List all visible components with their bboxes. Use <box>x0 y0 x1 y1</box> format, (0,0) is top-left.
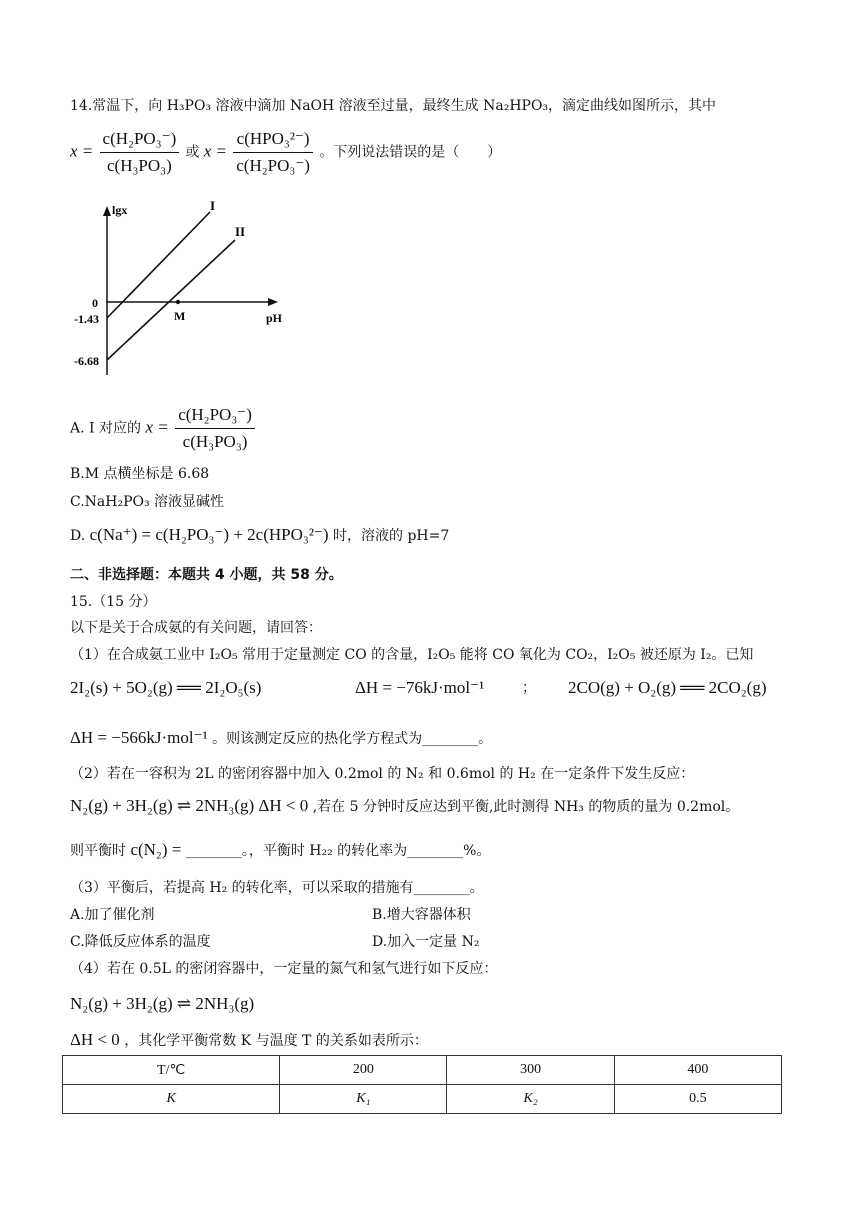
q15-part3-option-A: A.加了催化剂 <box>70 907 155 923</box>
line-II-label: II <box>235 224 246 239</box>
q15-part3-option-B: B.增大容器体积 <box>372 907 471 923</box>
origin-label: 0 <box>92 296 98 310</box>
q15-part3-option-C: C.降低反应体系的温度 <box>70 934 211 950</box>
q15-part3: （3）平衡后，若提高 H₂ 的转化率，可以采取的措施有________。 <box>70 880 484 896</box>
option-D: D. c(Na⁺) = c(H₂PO₃⁻) + 2c(HPO₃²⁻) 时，溶液的 pH=7 <box>70 525 450 544</box>
line-I-label: I <box>210 200 216 213</box>
q15-part2-question: 则平衡时 c(N₂) = ________。，平衡时 H₂₂ 的转化率为________%。 <box>70 840 491 859</box>
q14-stem: 14.常温下，向 H₃PO₃ 溶液中滴加 NaOH 溶液至过量，最终生成 Na₂HPO₃，滴定曲线如图所示，其中 <box>70 98 717 114</box>
x-equals: x = <box>70 141 94 161</box>
table-row <box>63 1056 782 1085</box>
option-A: A. I 对应的 x = $\frac{\text{c(H₂PO₃⁻)}}{\text{c(H₃PO₃)}}$ <box>70 404 257 453</box>
separator: ； <box>522 680 536 696</box>
option-A-fraction: $\frac{\text{c(H₂PO₃⁻)}}{\text{c(H₃PO₃)}}$ <box>175 404 255 453</box>
table-cell: 400 <box>614 1056 781 1085</box>
line-II <box>107 240 235 360</box>
x-fraction-a: $\frac{\text{c(H₂PO₃⁻)}}{\text{c(H₃PO₃)}}$ <box>100 128 180 177</box>
option-C: C.NaH₂PO₃ 溶液显碱性 <box>70 494 225 510</box>
table-row <box>63 1085 782 1114</box>
q15-part2-equation: N₂(g) + 3H₂(g) ⇌ 2NH₃(g) ΔH < 0 ,若在 5 分钟时反应达到平衡,此时测得 NH₃ 的物质的量为 0.2mol。 <box>70 796 740 815</box>
reaction-1: 2I₂(s) + 5O₂(g) ══ 2I₂O₅(s) <box>70 678 262 697</box>
stem-end: 。下列说法错误的是（ ） <box>319 144 502 161</box>
delta-h-2: ΔH = −566kJ·mol⁻¹ <box>70 728 208 747</box>
x-axis-label: pH <box>266 311 283 325</box>
q15-part4-text: （4）若在 0.5L 的密闭容器中，一定量的氮气和氢气进行如下反应： <box>70 961 498 977</box>
delta-h-1: ΔH = −76kJ·mol⁻¹ <box>355 678 485 697</box>
q15-part3-option-D: D.加入一定量 N₂ <box>372 934 480 950</box>
table-cell: K₂ <box>447 1085 614 1114</box>
table-cell: T/℃ <box>63 1056 280 1085</box>
table-cell: 200 <box>280 1056 447 1085</box>
q14-x-definition <box>70 128 501 177</box>
table-cell: K₁ <box>280 1085 447 1114</box>
section-heading: 二、非选择题：本题共 4 小题，共 58 分。 <box>70 567 343 583</box>
q15-part4-tail: ΔH < 0 ，其化学平衡常数 K 与温度 T 的关系如表所示： <box>70 1030 428 1049</box>
q15-part2-text: （2）若在一容积为 2L 的密闭容器中加入 0.2mol 的 N₂ 和 0.6mol 的 H₂ 在一定条件下发生反应： <box>70 766 695 782</box>
q15-header: 15.（15 分） <box>70 594 157 610</box>
table-cell: 0.5 <box>614 1085 781 1114</box>
reaction-3: N₂(g) + 3H₂(g) ⇌ 2NH₃(g) ΔH < 0 <box>70 796 309 815</box>
y-axis-arrow <box>103 206 111 216</box>
x-fraction-b: $\frac{\text{c(HPO₃²⁻)}}{\text{c(H₂PO₃⁻)}}$ <box>233 128 313 177</box>
q15-part1-tail: ΔH = −566kJ·mol⁻¹ 。则该测定反应的热化学方程式为________。 <box>70 728 493 747</box>
table-cell: 300 <box>447 1056 614 1085</box>
or-text: 或 <box>185 144 200 161</box>
point-M-marker <box>176 300 180 304</box>
point-M-label: M <box>174 309 186 323</box>
table-cell: K <box>63 1085 280 1114</box>
q15-intro: 以下是关于合成氨的有关问题，请回答： <box>70 620 322 636</box>
option-B: B.M 点横坐标是 6.68 <box>70 466 210 482</box>
x-equals-2: x = <box>203 141 228 161</box>
option-D-equation: c(Na⁺) = c(H₂PO₃⁻) + 2c(HPO₃²⁻) <box>89 525 329 544</box>
intercept-I-label: -1.43 <box>74 312 99 326</box>
x-axis-arrow <box>268 298 278 306</box>
lgx-ph-graph <box>70 200 290 380</box>
reaction-2: 2CO(g) + O₂(g) ══ 2CO₂(g) <box>568 678 767 697</box>
intercept-II-label: -6.68 <box>74 354 99 368</box>
equilibrium-constant-table <box>62 1055 782 1114</box>
y-axis-label: lgx <box>112 203 128 217</box>
q15-part1-equations <box>70 678 261 698</box>
q15-part1-text: （1）在合成氨工业中 I₂O₅ 常用于定量测定 CO 的含量，I₂O₅ 能将 CO 氧化为 CO₂，I₂O₅ 被还原为 I₂。已知 <box>70 647 754 663</box>
reaction-4: N₂(g) + 3H₂(g) ⇌ 2NH₃(g) <box>70 994 255 1013</box>
